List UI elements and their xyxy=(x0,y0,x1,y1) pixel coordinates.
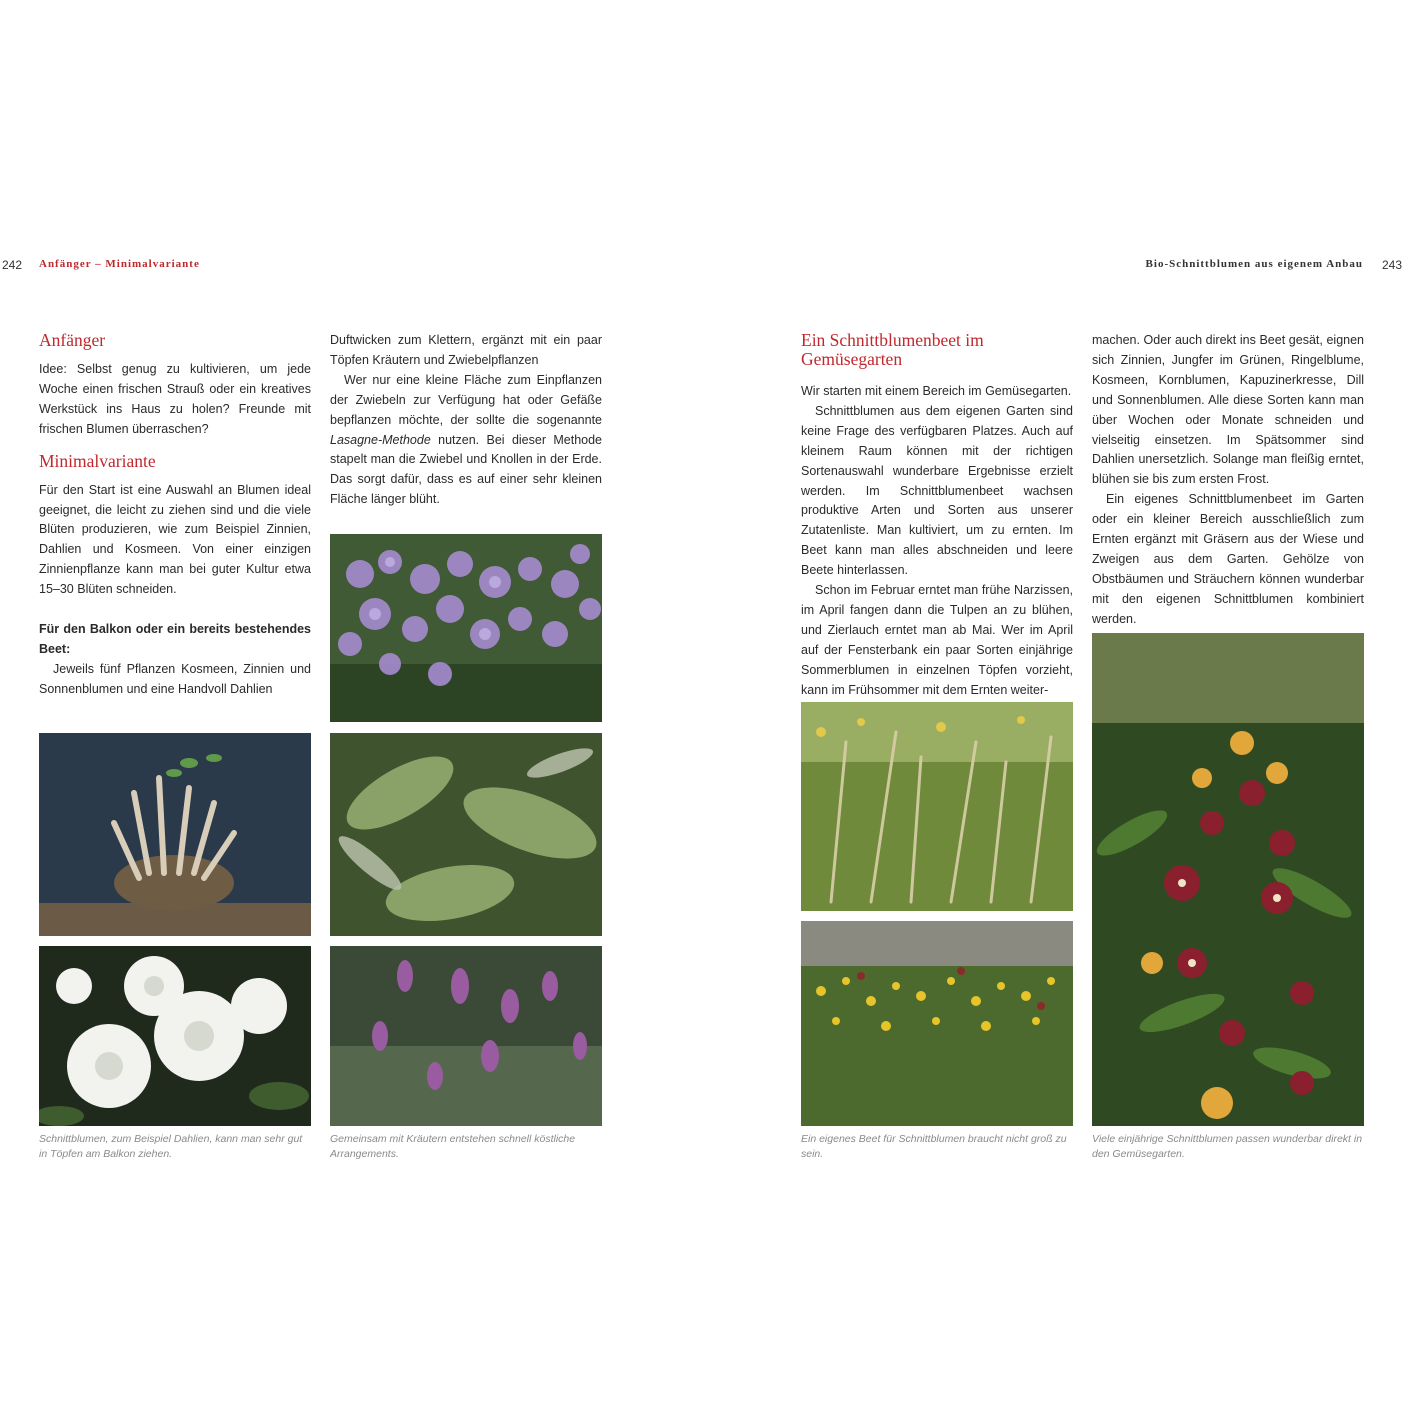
lasagne-text-a: Wer nur eine kleine Fläche zum Einpflanzen der Zwiebeln zur Verfügung hat oder Gefäße bepflanzen möchte, der sollte die sogenannte xyxy=(330,372,602,427)
running-head-left: Anfänger – Minimalvariante xyxy=(39,258,200,270)
lasagne-method-term: Lasagne-Methode xyxy=(330,432,431,447)
photo-zinnias xyxy=(1092,633,1364,1126)
left-column-2 xyxy=(330,331,602,510)
paragraph-februar: Schon im Februar erntet man frühe Narzissen, im April fangen dann die Tulpen an zu blühen, und Zierlauch erntet man ab Mai. Wer im April auf der Fensterbank ein paar Sorten einjährige Sommerblumen in einzelnen Töpfen vorzieht, kann im Frühsommer mit dem Ernten weiter- xyxy=(801,583,1073,697)
photo-sage-leaves xyxy=(330,733,602,936)
paragraph-schnittblumen-garten: Schnittblumen aus dem eigenen Garten sind keine Frage des verfügbaren Platzes. Auch auf kleinem Raum können mit der richtigen Sortenauswahl wunderbare Ergebnisse erzielt werden. Im Schnittblumenbeet wachsen produktive Arten und Sorten aus unserer Zutatenliste. Man kultiviert, um zu ernten. Im Beet kann man alles abschneiden und leere Beete hinterlassen. xyxy=(801,403,1073,578)
photo-grasses xyxy=(801,702,1073,911)
page-number-left: 242 xyxy=(2,258,23,272)
heading-schnittblumenbeet: Ein Schnittblumenbeet im Gemüsegarten xyxy=(801,330,984,369)
photo-yellow-flower-bed xyxy=(801,921,1073,1126)
paragraph-machen: machen. Oder auch direkt ins Beet gesät, eignen sich Zinnien, Jungfer im Grünen, Ringelblume, Kosmeen, Kornblumen, Kapuzinerkresse, Dill und Sonnenblumen. Alle diese Sorten kann man über Wochen oder Monate schneiden und vielseitig einsetzen. Im Spätsommer sind Dahlien unersetzlich. Solange man fleißig erntet, blühen sie bis zum ersten Frost. xyxy=(1092,333,1364,487)
caption-einjaehrige: Viele einjährige Schnittblumen passen wunderbar direkt in den Gemüsegarten. xyxy=(1092,1133,1363,1160)
photo-white-dahlias xyxy=(39,946,311,1126)
caption-kraeuter: Gemeinsam mit Kräutern entstehen schnell köstliche Arrangements. xyxy=(330,1133,576,1160)
caption-eigenes-beet: Ein eigenes Beet für Schnittblumen braucht nicht groß zu sein. xyxy=(801,1133,1067,1160)
paragraph-wir-starten: Wir starten mit einem Bereich im Gemüsegarten. xyxy=(801,384,1072,398)
right-column-2 xyxy=(1092,331,1364,630)
right-column-1 xyxy=(801,331,1073,701)
paragraph-lasagne xyxy=(330,371,602,510)
photo-purple-verbena xyxy=(330,534,602,722)
photo-lavender xyxy=(330,946,602,1126)
lasagne-text-b: nutzen. Bei dieser Methode stapelt man die Zwiebel und Knollen in der Erde. Das sorgt dafür, dass es auf einer sehr kleinen Fläche länger blüht. xyxy=(330,432,602,507)
paragraph-duftwicken: Duftwicken zum Klettern, ergänzt mit ein paar Töpfen Kräutern und Zwiebelpflanzen xyxy=(330,333,602,367)
subheading-balkon: Für den Balkon oder ein bereits bestehendes Beet: xyxy=(39,622,311,656)
photo-dahlia-tubers xyxy=(39,733,311,936)
caption-dahlien: Schnittblumen, zum Beispiel Dahlien, kann man sehr gut in Töpfen am Balkon ziehen. xyxy=(39,1133,303,1160)
left-column-1 xyxy=(39,331,311,700)
paragraph-start: Für den Start ist eine Auswahl an Blumen ideal geeignet, die leicht zu ziehen sind und die viele Blüten produzieren, wie zum Beispiel Zinnien, Dahlien und Kosmeen. Von einer einzigen Zinnienpflanze kann man bei guter Kultur etwa 15–30 Blüten schneiden. xyxy=(39,482,311,597)
page-number-right: 243 xyxy=(1382,258,1403,272)
heading-anfaenger: Anfänger xyxy=(39,330,106,350)
running-head-right: Bio-Schnittblumen aus eigenem Anbau xyxy=(1145,258,1363,270)
paragraph-eigenes-beet: Ein eigenes Schnittblumenbeet im Garten oder ein kleiner Bereich ausschließlich zum Ernten ergänzt mit Gräsern aus der Wiese und Zweigen aus dem Garten. Gehölze von Obstbäumen und Sträuchern können wunderbar mit den eigenen Schnittblumen kombiniert werden. xyxy=(1092,492,1364,626)
paragraph-idee: Idee: Selbst genug zu kultivieren, um jede Woche einen frischen Strauß oder ein kreatives Werkstück ins Haus zu holen? Freunde mit frischen Blumen überraschen? xyxy=(39,362,311,436)
paragraph-pflanzen: Jeweils fünf Pflanzen Kosmeen, Zinnien und Sonnenblumen und eine Handvoll Dahlien xyxy=(39,661,311,696)
heading-minimalvariante: Minimalvariante xyxy=(39,450,156,471)
